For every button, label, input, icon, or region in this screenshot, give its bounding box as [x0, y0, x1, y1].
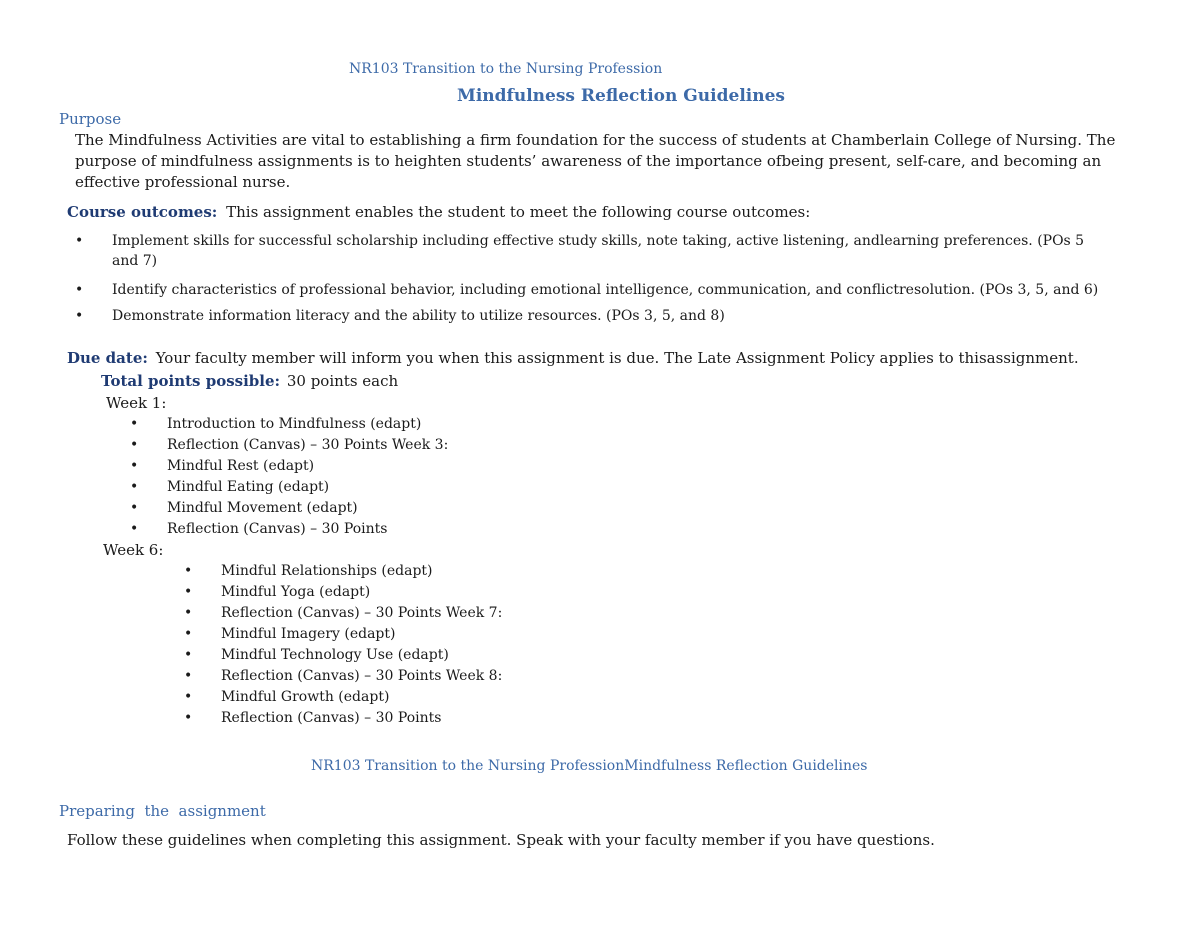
schedule-item-text: Mindful Imagery (edapt): [221, 626, 396, 642]
week-6-label: Week 6:: [103, 541, 164, 559]
preparing-text: Follow these guidelines when completing this assignment. Speak with your faculty member if you have questions.: [67, 831, 935, 849]
course-outcomes-label: Course outcomes:: [67, 203, 218, 221]
schedule-item: [184, 603, 584, 623]
outcome-item-text: Identify characteristics of professional behavior, including emotional intelligence, communication, and conflictresolution. (POs 3, 5, and 6): [112, 282, 1099, 298]
outcome-item: [75, 231, 1135, 273]
schedule-item: [130, 498, 530, 518]
schedule-item-text: Reflection (Canvas) – 30 Points Week 7:: [221, 605, 503, 621]
purpose-heading: Purpose: [59, 110, 122, 128]
week-1-label: Week 1:: [106, 394, 167, 412]
bullet-glyph: •: [184, 584, 193, 600]
schedule-item: [130, 519, 530, 539]
course-title: NR103 Transition to the Nursing Profession: [349, 61, 663, 77]
bullet-glyph: •: [184, 626, 193, 642]
bullet-glyph: •: [130, 500, 139, 516]
bullet-glyph: •: [184, 689, 193, 705]
bullet-glyph: •: [184, 563, 193, 579]
bullet-glyph: •: [184, 605, 193, 621]
schedule-item-text: Mindful Technology Use (edapt): [221, 647, 449, 663]
schedule-item: [184, 624, 584, 644]
schedule-item-text: Mindful Relationships (edapt): [221, 563, 433, 579]
schedule-item-text: Reflection (Canvas) – 30 Points: [221, 710, 442, 726]
purpose-text: The Mindfulness Activities are vital to establishing a firm foundation for the success of students at Chamberlain College of Nursing. The purpose of mindfulness assignments is to heighten students’ awareness of the importance ofbeing present, self-care, and becoming an effective professional nurse.: [75, 131, 1116, 191]
schedule-item-text: Mindful Eating (edapt): [167, 479, 330, 495]
bullet-glyph: •: [184, 668, 193, 684]
schedule-item: [184, 687, 584, 707]
due-date-line: [67, 348, 1079, 369]
schedule-item: [130, 477, 530, 497]
due-date-label: Due date:: [67, 349, 148, 367]
bullet-glyph: •: [75, 308, 84, 324]
outcome-item-text: Implement skills for successful scholarship including effective study skills, note taking, active listening, andlearning preferences. (POs 5 and 7): [112, 233, 1085, 269]
bullet-glyph: •: [184, 647, 193, 663]
bullet-glyph: •: [130, 458, 139, 474]
outcome-item: [75, 280, 1135, 301]
preparing-heading: Preparing the assignment: [59, 802, 266, 820]
total-points-line: [101, 371, 398, 392]
bullet-glyph: •: [75, 282, 84, 298]
course-outcomes-line: [67, 202, 810, 223]
schedule-item-text: Mindful Yoga (edapt): [221, 584, 371, 600]
total-points-text: 30 points each: [286, 372, 399, 390]
schedule-item: [184, 645, 584, 665]
page-2-header: NR103 Transition to the Nursing ProfessionMindfulness Reflection Guidelines: [311, 758, 868, 774]
schedule-item: [184, 708, 584, 728]
bullet-glyph: •: [184, 710, 193, 726]
schedule-item-text: Introduction to Mindfulness (edapt): [167, 416, 422, 432]
course-outcomes-text: This assignment enables the student to meet the following course outcomes:: [226, 203, 811, 221]
due-date-text: Your faculty member will inform you when this assignment is due. The Late Assignment Policy applies to thisassignment.: [155, 349, 1079, 367]
bullet-glyph: •: [75, 233, 84, 249]
bullet-glyph: •: [130, 521, 139, 537]
bullet-glyph: •: [130, 479, 139, 495]
document-title: Mindfulness Reflection Guidelines: [457, 86, 785, 106]
schedule-item-text: Reflection (Canvas) – 30 Points: [167, 521, 388, 537]
schedule-item: [130, 456, 530, 476]
schedule-item: [130, 414, 530, 434]
bullet-glyph: •: [130, 416, 139, 432]
outcome-item: [75, 306, 1135, 327]
schedule-item: [130, 435, 530, 455]
schedule-item-text: Mindful Growth (edapt): [221, 689, 390, 705]
schedule-item-text: Mindful Rest (edapt): [167, 458, 315, 474]
schedule-item: [184, 666, 584, 686]
schedule-item: [184, 561, 584, 581]
schedule-item-text: Mindful Movement (edapt): [167, 500, 358, 516]
schedule-item-text: Reflection (Canvas) – 30 Points Week 8:: [221, 668, 503, 684]
schedule-item-text: Reflection (Canvas) – 30 Points Week 3:: [167, 437, 449, 453]
outcome-item-text: Demonstrate information literacy and the ability to utilize resources. (POs 3, 5, and 8): [112, 308, 725, 324]
total-points-label: Total points possible:: [101, 372, 281, 390]
schedule-item: [184, 582, 584, 602]
bullet-glyph: •: [130, 437, 139, 453]
